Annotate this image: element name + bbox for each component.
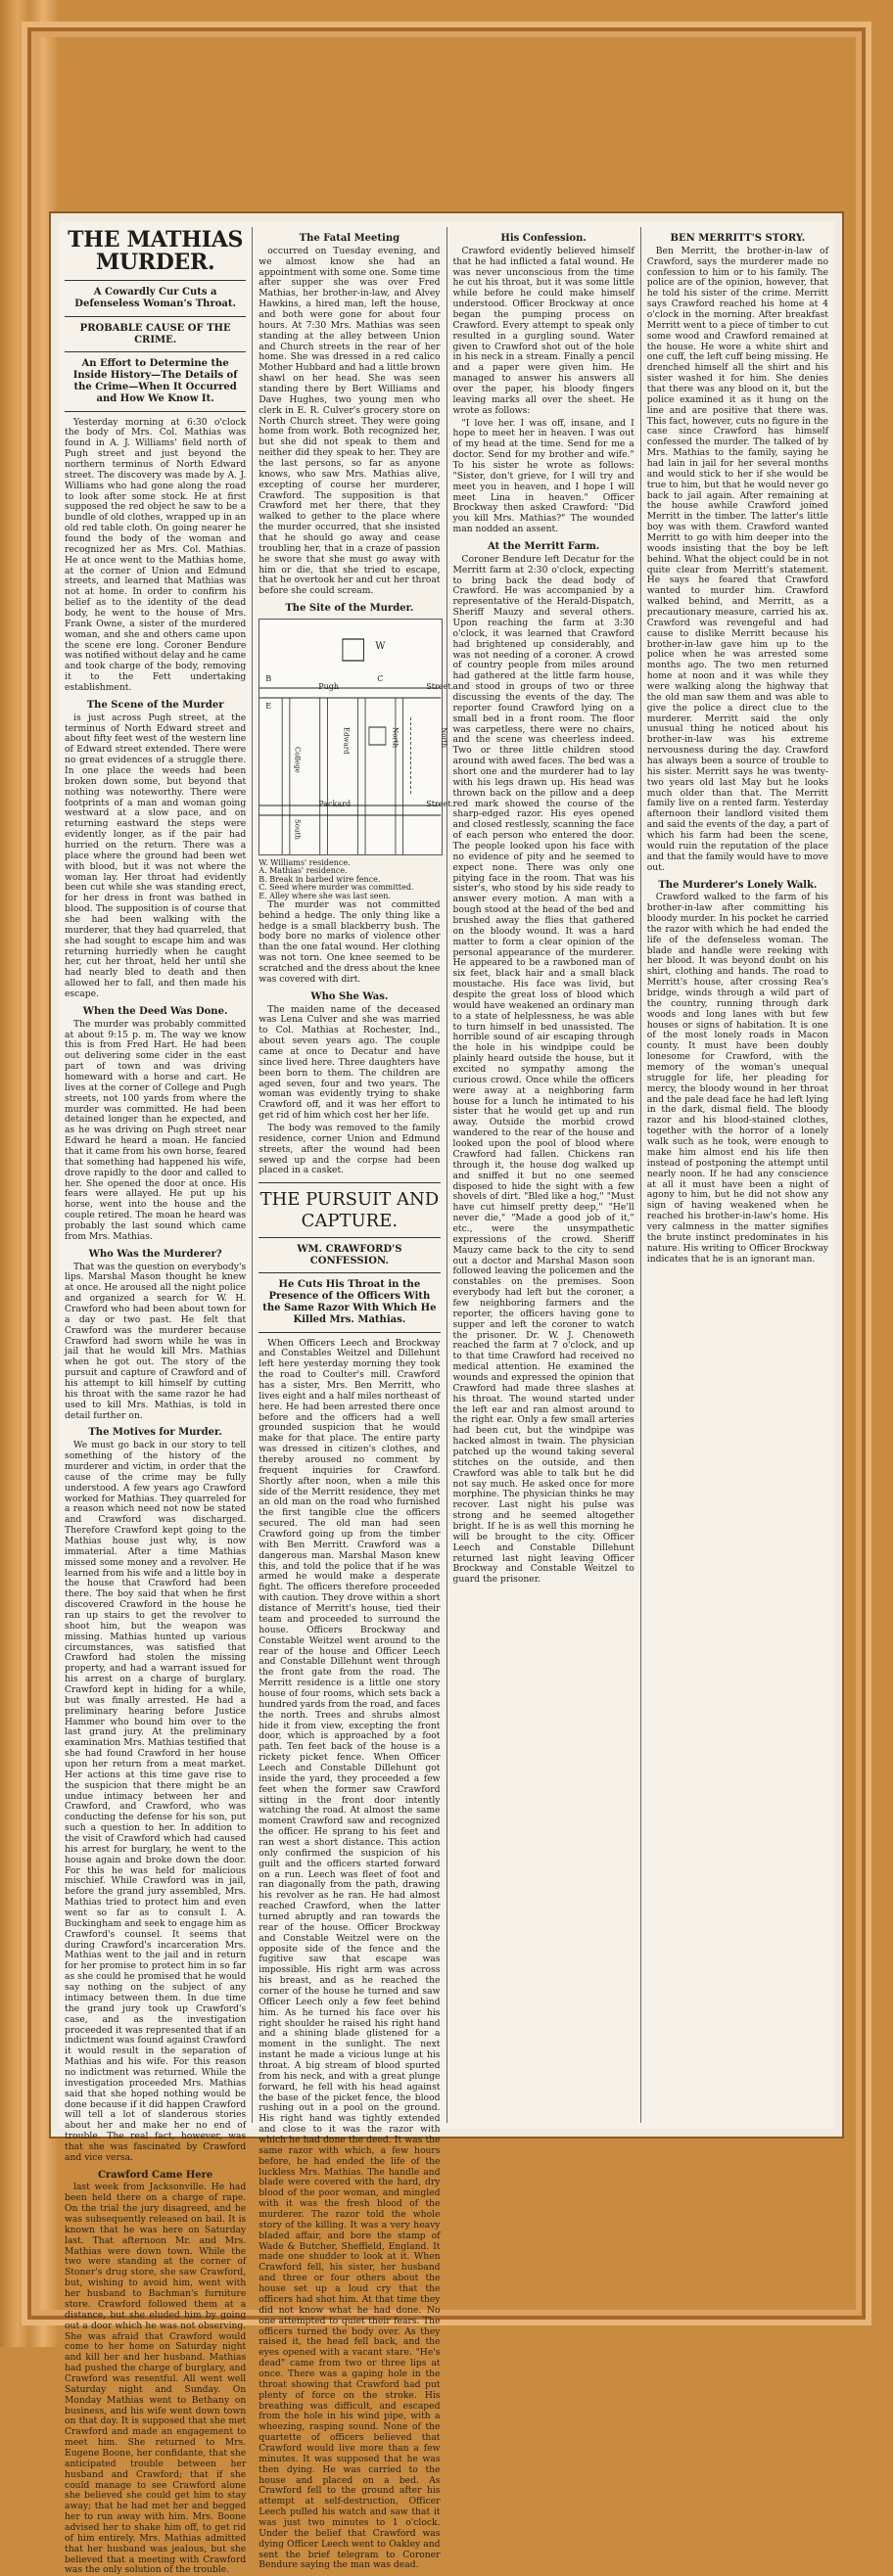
map-label-edward: Edward: [342, 726, 351, 755]
subhead: At the Merritt Farm.: [487, 541, 600, 552]
map-label-college: College: [293, 746, 302, 773]
subhead: His Confession.: [500, 233, 587, 244]
rule: [65, 411, 246, 412]
column-rule: [446, 227, 447, 2123]
subhead: The Motives for Murder.: [88, 1427, 222, 1439]
legend-item: E. Alley where she was last seen.: [258, 891, 391, 900]
deck-3: An Effort to Determine the Inside History—The Details of the Crime—When It Occurred and How We Know It.: [72, 358, 238, 404]
deck-5: He Cuts His Throat in the Presence of the Officers With the Same Razor With Which He Killed Mrs. Mathias.: [262, 1279, 437, 1325]
paragraph: When Officers Leech and Brockway and Constables Weitzel and Dillehunt left here yesterday morning they took the road to Coulter's mill. Crawford has a sister, Mrs. Ben Merritt, who lives eight and a half miles northeast of here. He had been arrested there once before and the officers had a well grounded suspicion that he would make for that place. The entire party was dressed in citizen's clothes, and thereby aroused no comment by frequent inquiries for Crawford. Shortly after noon, when a mile this side of the Merritt residence, they met an old man on the road who furnished the first tangible clue the officers secured. The old man had seen Crawford going up from the timber with Ben Merritt. Crawford was a dangerous man. Marshal Mason knew this, and told the police that if he was armed he would make a desperate fight. The officers therefore proceeded with caution. They drove within a short distance of Merritt's house, tied their team and proceeded to surround the house. Officers Brockway and Constable Weitzel went around to the rear of the house and Officer Leech and Constable Dillehunt went through the front gate from the road. The Merritt residence is a little one story house of four rooms, which sets back a hundred yards from the road, and faces the north. Trees and shrubs almost hide it from view, excepting the front door, which is approached by a foot path. Ten feet back of the house is a rickety picket fence. When Officer Leech and Constable Dillehunt got inside the yard, they proceeded a few feet when the former saw Crawford sitting in the front door intently watching the road. At almost the same moment Crawford saw and recognized the officer. He sprang to his feet and ran west a short distance. This action only confirmed the suspicion of his guilt and the officers started forward on a run. Leech was fleet of foot and ran diagonally from the path, drawing his revolver as he ran. He had almost reached Crawford, when the latter turned abruptly and ran towards the rear of the house. Officer Brockway and Constable Weitzel were on the opposite side of the fence and the fugitive saw that escape was impossible. His right arm was across his breast, and as he reached the corner of the house he turned and saw Officer Leech only a few feet behind him. As he turned his face over his right shoulder he raised his right hand and a shining blade glistened for a moment in the sunlight. The next instant he made a vicious lunge at his throat. A big stream of blood spurted from his neck, and with a great plunge forward, he fell with his head against the base of the picket fence, the blood rushing out in a pool on the ground. His right hand was tightly extended and close to it was the razor with which he had done the deed. It was the same razor with which, a few hours before, he had ended the life of the luckless Mrs. Mathias. The handle and blade were covered with the hard, dry blood of the poor woman, and mingled with it was the fresh blood of the murderer. The razor told the whole story of the killing. It was a very heavy bladed affair, and bore the stamp of Wade & Butcher, Sheffield, England. It made one shudder to look at it. When Crawford fell, his sister, her husband and three or four others about the house set up a loud cry that the officers had shot him. At that time they did not know what he had done. No one attempted to quiet their fears. The officers turned the body over. As they raised it, the head fell back, and the eyes opened with a vacant stare. "He's dead" came from two or three lips at once. There was a gaping hole in the throat showing that Crawford had put plenty of force on the stroke. His breathing was difficult, and escaped from the hole in his wind pipe, with a wheezing, rasping sound. None of the quartette of officers believed that Crawford would live more than a few minutes. It was supposed that he was then dying. He was carried to the house and placed on a bed. As Crawford fell to the ground after his attempt at self-destruction, Officer Leech pulled his watch and saw that it was just two minutes to 1 o'clock. Under the belief that Crawford was dying Officer Leech went to Oakley and sent the brief telegram to Coroner Bendure saying the man was dead.: [258, 1337, 441, 2571]
legend-item: W. Williams' residence.: [258, 857, 351, 867]
subhead: Crawford Came Here: [97, 2169, 213, 2181]
site-map: [258, 619, 453, 855]
deck-1: A Cowardly Cur Cuts a Defenseless Woman's Throat.: [74, 287, 236, 309]
subhead: The Fatal Meeting: [299, 233, 400, 244]
map-legend: [258, 859, 440, 900]
paragraph: is just across Pugh street, at the terminus of North Edward street and about fifty feet west of the western line of Edward street extended. There were no great evidences of a struggle there. In one place the weeds had been broken down some, but beyond that nothing was noteworthy. There were footprints of a man and woman going westward at a slow pace, and on returning eastward the steps were evidently longer, as if the pair had hurried on the return. There was a place where the ground had been wet with blood, but it was not where the woman lay. Her throat had evidently been cut while she was standing erect, for her dress in front was bathed in blood. The supposition is of course that she had been walking with the murderer, that they had quarreled, that she had sought to escape him and was returning hurriedly when he caught her, cut her throat, held her until she had nearly bled to death and then allowed her to fall, and then made his escape.: [65, 712, 247, 1000]
legend-item: C. Seed where murder was committed.: [258, 883, 414, 893]
column-rule: [640, 227, 641, 2123]
mat-board: [51, 213, 842, 2576]
rule: [258, 1272, 440, 1273]
subhead: The Site of the Murder.: [285, 603, 414, 615]
paragraph: occurred on Tuesday evening, and we almost know she had an appointment with some one. Some time after supper she was over Fred Mathias, her brother-in-law, and Alvey Hawkins, a hired man, left the house, and both were gone for about four hours. At 7:30 Mrs. Mathias was seen standing at the alley between Union and Church streets in the rear of her home. She was dressed in a red calico Mother Hubbard and had a little brown shawl on her head. She was seen standing there by Bert Williams and Dave Hughes, two young men who clerk in E. R. Culver's grocery store on North Church street. They were going home from work. Both recognized her, but she did not speak to them and neither did they speak to her. They are the last persons, so far as anyone knows, who saw Mrs. Mathias alive, excepting of course her murderer, Crawford. The supposition is that Crawford met her there, that they walked to gether to the place where the murder occurred, that she insisted that he should go away and cease troubling her, that in a craze of passion he swore that she must go away with him or die, that she tried to escape, that he overtook her and cut her throat before she could scream.: [258, 245, 441, 597]
newspaper-clipping: [59, 221, 834, 2576]
headline-2: THE PURSUIT AND CAPTURE.: [259, 1189, 440, 1231]
paragraph: Yesterday morning at 6:30 o'clock the body of Mrs. Col. Mathias was found in A. J. Williams' field north of Pugh street and just beyond the northern terminus of North Edward street. The discovery was made by A. J. Williams who had gone along the road to look after some stock. He at first supposed the red object he saw to be a bundle of old clothes, wrapped up in an old red table cloth. On going nearer he found the body of the woman and recognized her as Mrs. Col. Mathias. He at once went to the Mathias home, at the corner of Union and Edmund streets, and learned that Mathias was not at home. In order to confirm his belief as to the identity of the dead body, he went to the house of Mrs. Frank Owne, a sister of the murdered woman, and she and others came upon the scene ere long. Coroner Bendure was notified without delay and he came and took charge of the body, removing it to the Fett undertaking establishment.: [65, 416, 247, 694]
deck-4: WM. CRAWFORD'S CONFESSION.: [297, 1243, 402, 1266]
column-2: [258, 227, 453, 2571]
paragraph: The murder was not committed behind a hedge. The only thing like a hedge is a small blackberry bush. The body bore no marks of violence other than the one fatal wound. Her clothing was not torn. One knee seemed to be scratched and the dress about the knee was covered with dirt.: [258, 898, 441, 985]
map-label-pugh: Pugh: [318, 681, 340, 691]
map-label-north: North: [391, 726, 400, 748]
map-label-packard: Packard: [318, 799, 352, 808]
deck-2: PROBABLE CAUSE OF THE CRIME.: [79, 322, 231, 345]
subhead: When the Deed Was Done.: [82, 1005, 228, 1017]
rule: [65, 351, 246, 352]
rule: [258, 1237, 440, 1238]
map-label-street: Street.: [426, 681, 453, 691]
paragraph: We must go back in our story to tell something of the history of the murderer and victim, in order that the cause of the crime may be fully understood. A few years ago Crawford worked for Mathias. They quarreled for a reason which need not now be stated and Crawford was discharged. Therefore Crawford kept going to the Mathias house just why, is now immaterial. After a time Mathias missed some money and a revolver. He learned from his wife and a little boy in the house that Crawford had been there. The boy said that when he first discovered Crawford in the house he ran up stairs to get the revolver to shoot him, but the weapon was missing. Mathias hunted up various circumstances, was satisfied that Crawford had stolen the missing property, and had a warrant issued for his arrest on a charge of burglary. Crawford kept in hiding for a while, but was finally arrested. He had a preliminary hearing before Justice Hammer who bound him over to the last grand jury. At the preliminary examination Mrs. Mathias testified that she had found Crawford in her house upon her return from a meat market. Her actions at this time gave rise to the suspicion that there might be an undue intimacy between her and Crawford, and Crawford, who was conducting the defense for his son, put such a question to her. In addition to the visit of Crawford which had caused his arrest for burglary, he went to the house again and broke down the door. For this he was held for malicious mischief. While Crawford was in jail, before the grand jury assembled, Mrs. Mathias tried to protect him and even went so far as to consult I. A. Buckingham and seek to engage him as Crawford's counsel. It seems that during Crawford's incarceration Mrs. Mathias went to the jail and in return for her promise to protect him in so far as she could he promised that he would say nothing on the subject of any intimacy between them. In due time the grand jury took up Crawford's case, and as the investigation proceeded it was represented that if an indictment was found against Crawford it would result in the separation of Mathias and his wife. For this reason no indictment was returned. While the investigation proceeded Mrs. Mathias said that she hoped nothing would be done because if it did happen Crawford will tell a lot of slanderous stories about her and make her no end of trouble. The real fact, however, was that she was fascinated by Crawford and vice versa.: [65, 1440, 247, 2163]
map-svg: [259, 620, 441, 854]
column-4: [647, 227, 828, 2123]
paragraph: The murder was probably committed at about 9:15 p. m. The way we know this is from Fred Hart. He had been out delivering some cider in the east part of town and was driving homeward with a horse and cart. He lives at the corner of College and Pugh streets, not 100 yards from where the murder was committed. He had been detained longer than he expected, and as he was driving on Pugh street near Edward he heard a moan. He fancied that it came from his own horse, feared that something had happened his wife, drove rapidly to the door and called to her. She opened the door at once. His fears were allayed. He put up his horse, went into the house and the couple retired. The moan he heard was probably the last sound which came from Mrs. Mathias.: [65, 1018, 247, 1242]
subhead: Who Was the Murderer?: [88, 1248, 222, 1260]
column-1: [65, 227, 247, 2576]
rule: [258, 1182, 440, 1183]
map-label-south: South: [293, 818, 302, 840]
rule: [65, 316, 246, 317]
legend-item: B. Break in barbed wire fence.: [258, 874, 381, 884]
subhead: The Scene of the Murder: [86, 699, 224, 711]
paragraph: The body was removed to the family residence, corner Union and Edmund streets, after the wound had been sewed up and the corpse had been placed in a casket.: [258, 1123, 441, 1176]
map-label-street: Street.: [426, 799, 453, 808]
subhead: BEN MERRITT'S STORY.: [670, 233, 806, 244]
paragraph: Crawford walked to the farm of his brother-in-law after committing his bloody murder. In his pocket he carried the razor with which he had ended the life of the defenseless woman. The blade and handle were reeking with her blood. It was beyond doubt on his shirt, clothing and hands. The road to Merritt's house, after crossing Rea's bridge, winds through a wild part of the country, running through dark woods and long lanes with but few houses or signs of habitation. It is one of the most lonely roads in Macon county. It must have been doubly lonesome for Crawford, with the memory of the woman's unequal struggle for life, her pleading for mercy, the bloody wound in her throat and the pale dead face he had left lying in the dark, dismal field. The bloody razor and his blood-stained clothes, together with the horror of a lonely walk such as he took, were enough to make him almost end his life then instead of postponing the attempt until nearly noon. If he had any conscience at all it must have been a night of agony to him, but he did not show any sign of having weakened when he reached his brother-in-law's home. His very calmness in the matter signifies the brute instinct predominates in his nature. His writing to Officer Brockway indicates that he is an ignorant man.: [646, 892, 828, 1265]
paragraph: last week from Jacksonville. He had been held there on a charge of rape. On the trial the jury disagreed, and he was subsequently released on bail. It is known that he was here on Saturday last. That afternoon Mr. and Mrs. Mathias were down town. While the two were standing at the corner of Stoner's drug store, she saw Crawford, but, wishing to avoid him, went with her husband to Bachman's furniture store. Crawford followed them at a distance, but she eluded him by going out a door which he was not observing. She was afraid that Crawford would come to her home on Saturday night and kill her and her husband. Mathias had pushed the charge of burglary, and Crawford was resentful. All went well Saturday night and Sunday. On Monday Mathias went to Bethany on business, and his wife went down town on that day. It is supposed that she met Crawford and made an engagement to meet him. She returned to Mrs. Eugene Boone, her confidante, that she anticipated trouble between her husband and Crawford; that if she could manage to see Crawford alone she believed she could get him to stay away; that he had met her and begged her to run away with him. Mrs. Boone advised her to shake him off, to get rid of him entirely. Mrs. Mathias admitted that her husband was jealous, but she believed that a meeting with Crawford was the only solution of the trouble.: [65, 2182, 247, 2576]
column-3: [453, 227, 634, 2123]
subhead: Who She Was.: [310, 990, 389, 1002]
paragraph: Crawford evidently believed himself that he had inflicted a fatal wound. He was never unconscious from the time he cut his throat, but it was some little while before he could make himself understood. Officer Brockway at once began the pumping process on Crawford. Every attempt to speak only resulted in a gurgling sound. Water given to Crawford shot out of the hole in his neck in a stream. Finally a pencil and a paper were given him. He managed to answer his answers all over the paper, his bloody fingers leaving marks all over the sheet. He wrote as follows:: [452, 245, 634, 416]
paragraph: The maiden name of the deceased was Lena Culver and she was married to Col. Mathias at Rochester, Ind., about seven years ago. The couple came at once to Decatur and have since lived here. Three daughters have been born to them. The children are aged seven, four and two years. The woman was evidently trying to shake Crawford off, and it was her effort to get rid of him which cost her her life.: [258, 1003, 441, 1122]
paragraph: "I love her. I was off, insane, and I hope to meet her in heaven. I was out of my head at the time. Send for me a doctor. Send for my brother and wife." To his sister he wrote as follows: "Sister, don't grieve, for I will try and meet you in heaven, and I hope I will meet Lina in heaven." Officer Brockway then asked Crawford: "Did you kill Mrs. Mathias?" The wounded man nodded an assent.: [452, 417, 634, 535]
map-label-b: B: [265, 673, 272, 683]
map-label-e: E: [265, 701, 272, 711]
paragraph: Coroner Bendure left Decatur for the Merritt farm at 2:30 o'clock, expecting to bring back the dead body of Crawford. He was accompanied by a representative of the Herald-Dispatch, Sheriff Mauzy and several others. Upon reaching the farm at 3:30 o'clock, it was learned that Crawford had brightened up considerably, and was not needing of a coroner. A crowd of country people from miles around had gathered at the little farm house, and stood in groups of two or three discussing the events of the day. The reporter found Crawford lying on a small bed in a front room. The floor was carpetless, there were no chairs, and the scene was cheerless indeed. Two or three little children stood around with awed faces. The bed was a short one and the murderer had to lay with his legs drawn up. His head was thrown back on the pillow and a deep red mark showed the course of the sharp-edged razor. His eyes opened and closed restlessly, scanning the face of each person who entered the door. The people looked upon his face with no evidence of pity and he seemed to expect none. There was only one pitying face in the room. That was his sister's, who stood by his side ready to answer every motion. A man with a bough stood at the head of the bed and brushed away the flies that gathered on the bloody wound. It was a hard matter to form a clear opinion of the personal appearance of the murderer. He appeared to be a rawboned man of six feet, black hair and a small black moustache. His face was livid, but despite the great loss of blood which would have weakened an ordinary man to a state of helplessness, he was able to turn himself in bed unassisted. The horrible sound of air escaping through the hole in his windpipe could be plainly heard outside the house, but it excited no sympathy among the curious crowd. Once while the officers were away at a neighboring farm house for a lunch he intimated to his sister that he would get up and run away. Outside the morbid crowd wandered to the rear of the house and looked upon the pool of blood where Crawford had fallen. Chickens ran through it, the house dog walked up and sniffed it but no one seemed disposed to hide the sight with a few shovels of dirt. "Bled like a hog," "Must have cut himself pretty deep," "He'll never die," "Made a good job of it," etc., were the unsympathetic expressions of the crowd. Sheriff Mauzy came back to the city to send out a doctor and Marshal Mason soon followed leaving the policemen and the constables on the premises. Soon everybody had left but the coroner, a few neighboring farmers and the reporter, the officers having gone to supper and left the coroner to watch the prisoner. Dr. W. J. Chenoweth reached the farm at 7 o'clock, and up to that time Crawford had received no medical attention. He examined the wounds and expressed the opinion that Crawford had made three slashes at his throat. The wound started under the left ear and ran almost around to the right ear. Only a few small arteries had been cut, but the windpipe was hacked almost in twain. The physician patched up the wound taking several stitches on the outside, and then Crawford was able to talk but he did not say much. He asked once for more morphine. The physician thinks he may recover. Last night his pulse was strong and he seemed altogether bright. If he is as well this morning he will be brought to the city. Officer Leech and Constable Dillehunt returned last night leaving Officer Brockway and Constable Weitzel to guard the prisoner.: [452, 553, 634, 1586]
map-label-c: C: [377, 673, 384, 683]
column-rule: [252, 227, 253, 2123]
map-label-w: W: [375, 640, 386, 652]
paragraph: Ben Merritt, the brother-in-law of Crawford, says the murderer made no confession to him or to his family. The police are of the opinion, however, that he told his sister of the crime. Merritt says Crawford reached his home at 4 o'clock in the morning. After breakfast Merritt went to a piece of timber to cut some wood and Crawford remained at the house. He wore a white shirt and one cuff, the left cuff being missing. He drenched himself all the shirt and his sister washed it for him. She denies that there was any blood on it, but the police examined it as it hung on the line and are positive that there was. This fact, however, cuts no figure in the case since Crawford has himself confessed the murder. The talked of by Mrs. Mathias to the family, saying he had lain in jail for her several months and would stick to her if she would be true to him, but that he would never go back to jail again. After remaining at the house awhile Crawford joined Merritt in the timber. The latter's little boy was with them. Crawford wanted Merritt to go with him deeper into the woods insisting that the boy be left behind. What the object could be in not quite clear from Merritt's statement. He says he feared that Crawford wanted to murder him. Crawford walked behind, and Merritt, as a precautionary measure, carried his ax. Crawford was revengeful and had cause to dislike Merritt because his brother-in-law gave him up to the police when he was arrested some months ago. The two men returned home at noon and it was while they were walking along the highway that the old man saw them and was able to give the police a direct clue to the murderer. Merritt said the only unusual thing he noticed about his brother-in-law was his extreme nervousness during the day. Crawford has always been a source of trouble to his sister. Merritt says he was twenty-two years old last May but he looks much older than that. The Merritt family live on a rented farm. Yesterday afternoon their landlord visited them and said the events of the day, a part of which his farm had been the scene, would ruin the reputation of the place and that the family would have to move out.: [646, 245, 828, 873]
subhead: The Murderer's Lonely Walk.: [658, 879, 818, 891]
rule: [258, 1332, 440, 1333]
headline: THE MATHIAS MURDER.: [68, 227, 244, 276]
legend-item: A. Mathias' residence.: [258, 866, 348, 876]
paragraph: That was the question on everybody's lips. Marshal Mason thought he knew at once. He aroused all the night police and organized a search for W. H. Crawford who had been about town for a day or two past. He felt that Crawford was the murderer because Crawford had sworn while he was in jail that he would kill Mrs. Mathias when he got out. The story of the pursuit and capture of Crawford and of his attempt to kill himself by cutting his throat with the same razor he had used to kill Mrs. Mathias, is told in detail further on.: [65, 1261, 247, 1421]
map-label-north: North: [440, 726, 448, 748]
rule: [65, 280, 246, 281]
